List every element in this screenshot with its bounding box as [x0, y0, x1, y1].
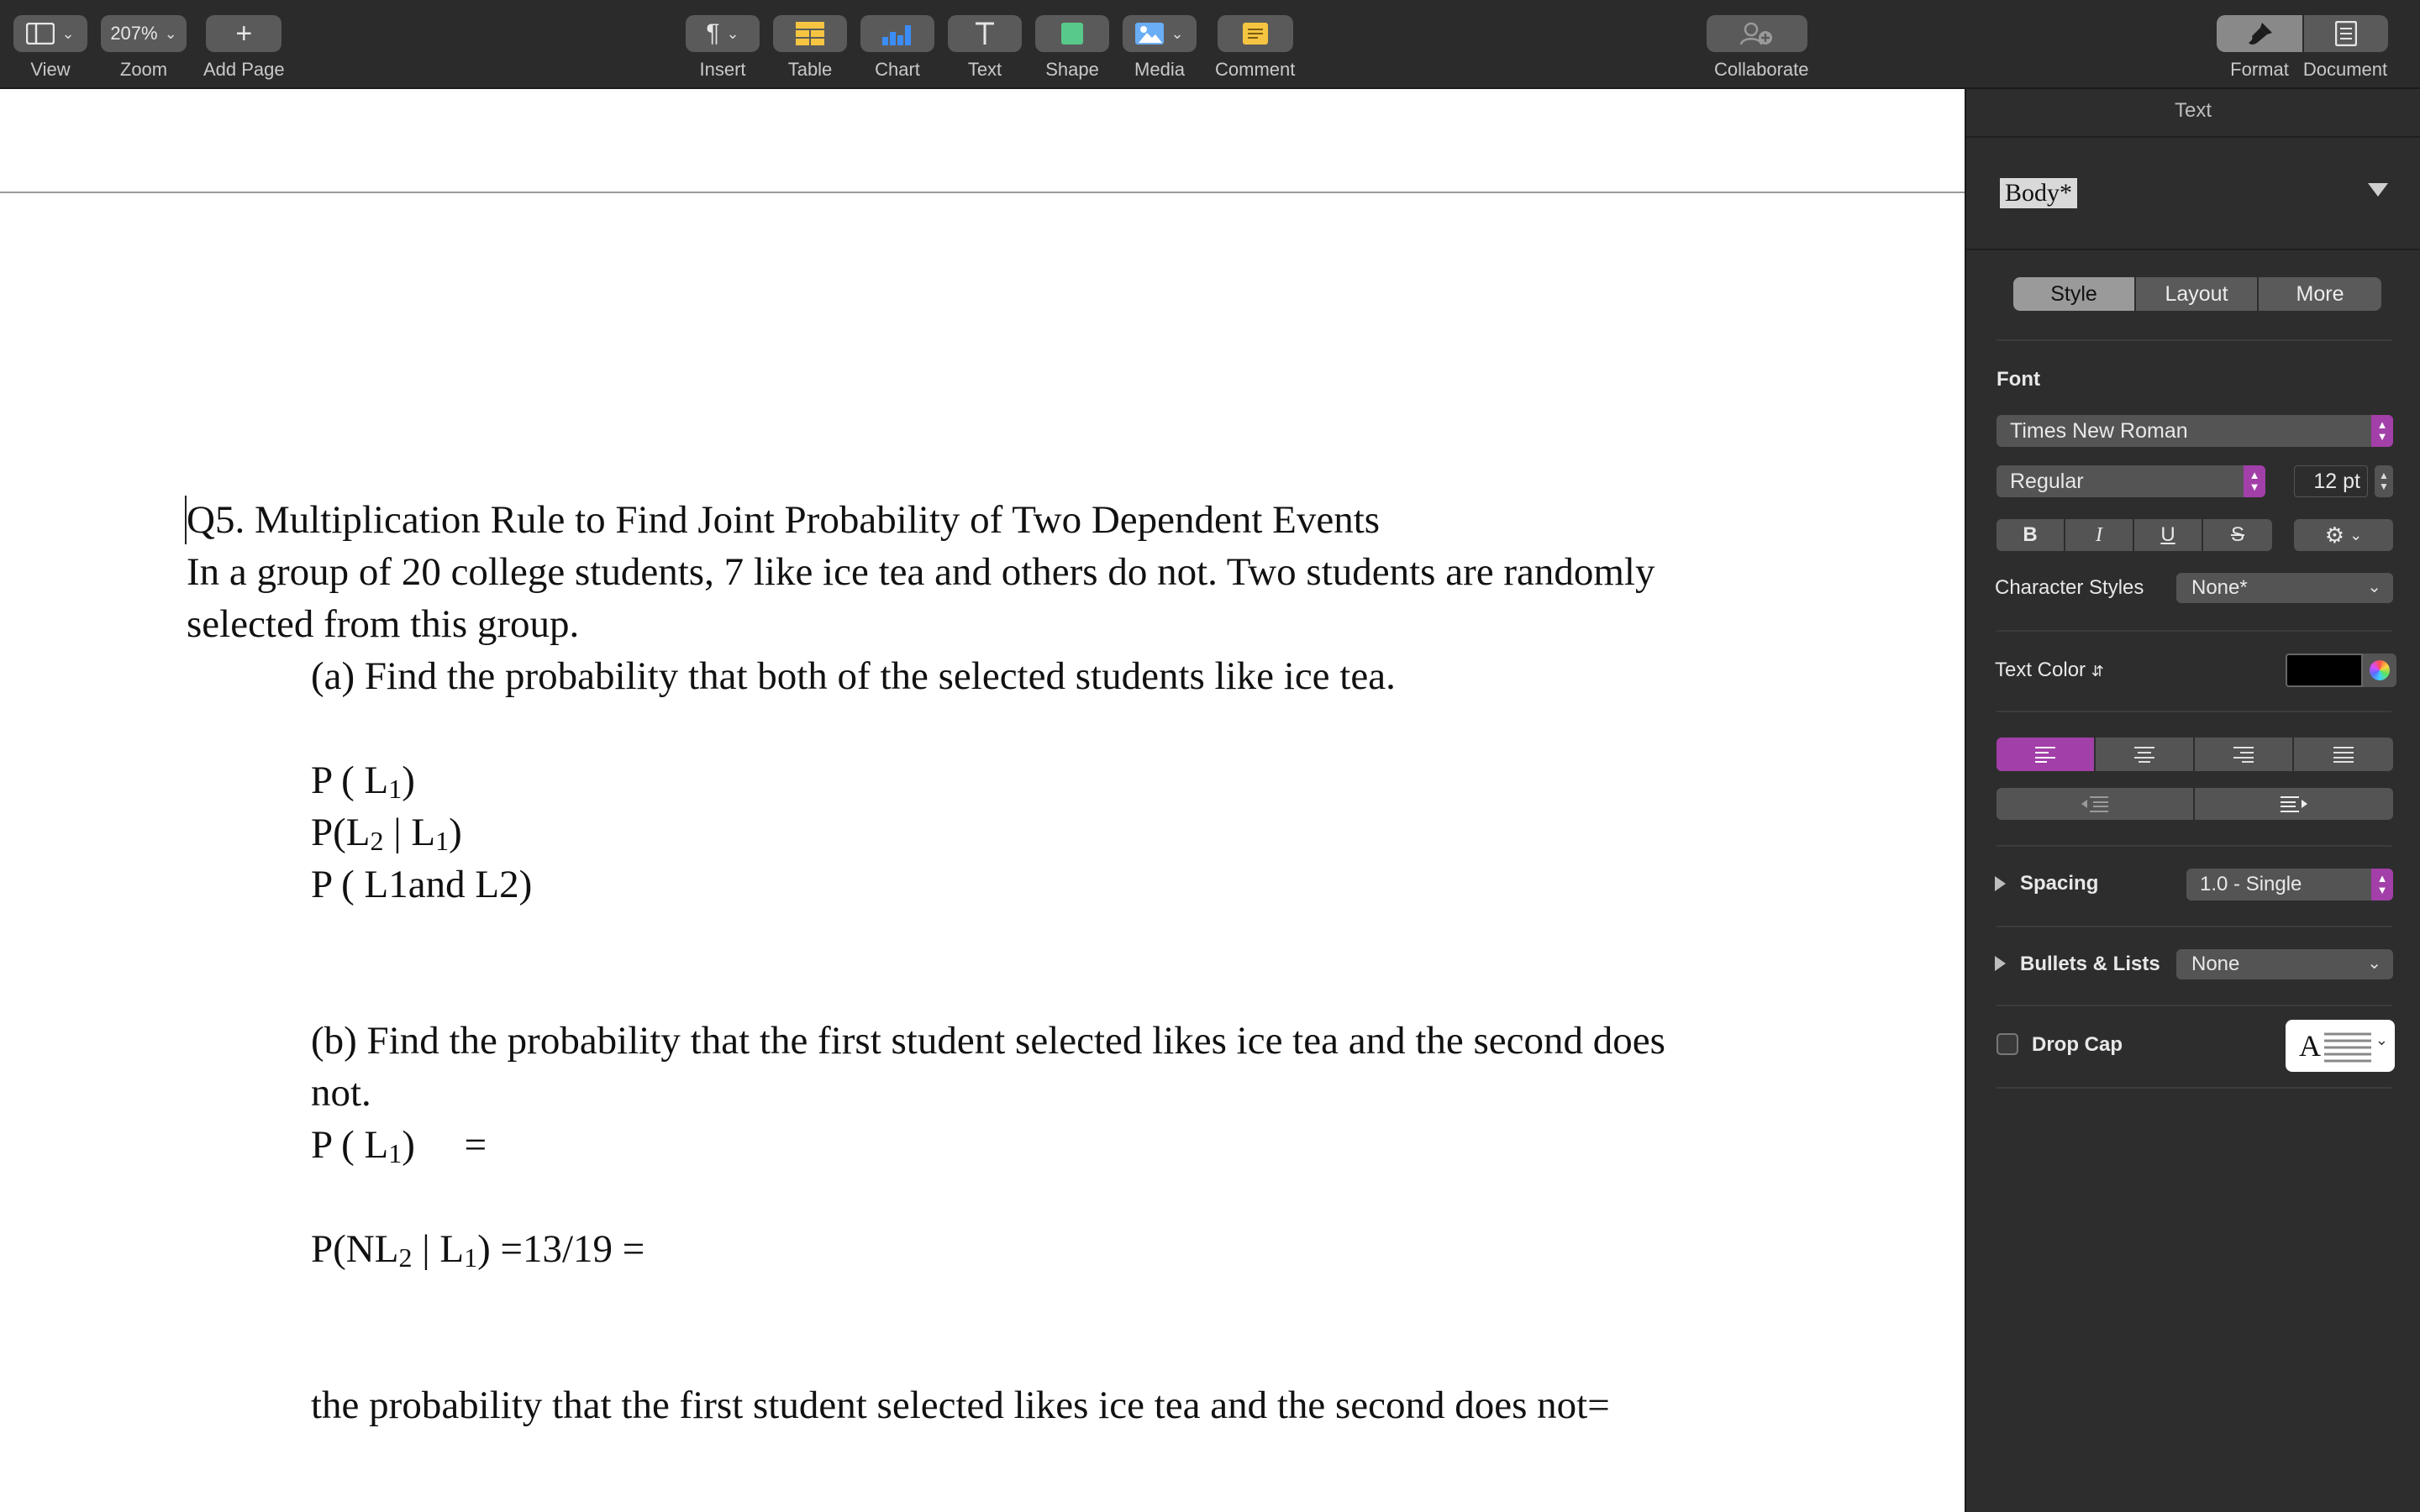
equation-text: P ( L	[311, 1123, 389, 1167]
comment-button[interactable]	[1218, 15, 1293, 52]
table-button[interactable]	[773, 15, 847, 52]
equation-text: )	[449, 811, 462, 854]
text-color-well[interactable]	[2286, 654, 2363, 687]
text-control[interactable]	[948, 15, 1022, 81]
plus-icon: +	[235, 17, 253, 50]
text-color-label-text: Text Color	[1995, 659, 2086, 681]
text-label: Text	[967, 59, 1002, 80]
bold-button[interactable]: B	[1996, 519, 2065, 551]
font-size-field[interactable]: 12 pt	[2294, 465, 2368, 497]
pilcrow-icon: ¶	[706, 19, 720, 47]
part-b-question-line-1[interactable]: (b) Find the probability that the first student selected likes ice tea and the second does	[311, 1019, 1665, 1063]
inspector-switch-labels	[2217, 59, 2388, 81]
divider	[1996, 845, 2391, 847]
sidebar-view-icon	[26, 23, 55, 45]
indent-icon	[2281, 795, 2307, 812]
tab-style[interactable]: Style	[2013, 277, 2136, 311]
divider	[1966, 136, 2420, 138]
question-title[interactable]: Q5. Multiplication Rule to Find Joint Probability of Two Dependent Events	[187, 498, 1381, 542]
drop-cap-preview-icon: A	[2299, 1029, 2321, 1063]
alignment-buttons	[1996, 738, 2393, 771]
bar-chart-icon	[882, 22, 913, 45]
up-down-chevron-icon: ⇵	[2091, 663, 2104, 680]
tab-layout[interactable]: Layout	[2136, 277, 2259, 311]
divider	[1996, 711, 2391, 712]
bullets-lists-label: Bullets & Lists	[2020, 953, 2160, 975]
text-lines-icon	[2324, 1029, 2371, 1063]
bullets-lists-value: None	[2191, 953, 2240, 975]
color-wheel-icon	[2370, 660, 2390, 680]
comment-control[interactable]	[1215, 15, 1295, 81]
part-a-question[interactable]: (a) Find the probability that both of the selected students like ice tea.	[311, 654, 1396, 698]
part-b-equation-1[interactable]	[311, 1119, 487, 1171]
equation-text: P ( L	[311, 759, 389, 802]
subscript: 1	[388, 1138, 402, 1168]
text-format-buttons	[1996, 519, 2272, 551]
character-styles-select[interactable]	[2176, 573, 2393, 603]
divider	[1996, 926, 2391, 927]
format-button[interactable]	[2217, 15, 2302, 52]
insert-button[interactable]	[686, 15, 760, 52]
underline-button[interactable]: U	[2134, 519, 2203, 551]
drop-cap-style-picker[interactable]	[2286, 1020, 2395, 1072]
chart-control[interactable]	[860, 15, 934, 81]
justify-button[interactable]	[2294, 738, 2393, 771]
equation-text: P(L	[311, 811, 371, 854]
chevron-down-icon: ⌄	[2367, 578, 2381, 596]
subscript: 2	[370, 826, 384, 856]
intro-line-2[interactable]: selected from this group.	[187, 602, 580, 646]
chevron-down-icon: ⌄	[1171, 24, 1184, 42]
align-center-button[interactable]	[2096, 738, 2195, 771]
page-boundary	[0, 192, 1965, 193]
font-family-value: Times New Roman	[2010, 418, 2188, 443]
spacing-select[interactable]	[2186, 869, 2393, 900]
inspector-switch	[2217, 15, 2388, 52]
square-shape-icon	[1061, 23, 1083, 45]
format-label: Format	[2230, 59, 2289, 80]
font-family-select[interactable]	[1996, 415, 2393, 447]
intro-line-1[interactable]: In a group of 20 college students, 7 like ice tea and others do not. Two students are randomly	[187, 550, 1655, 594]
shape-label: Shape	[1045, 59, 1099, 80]
chevron-down-icon: ⌄	[2349, 526, 2363, 543]
divider	[1966, 249, 2420, 250]
drop-cap-label: Drop Cap	[2032, 1033, 2123, 1056]
spacing-label: Spacing	[2020, 872, 2099, 895]
chevron-down-icon: ⌄	[2375, 1032, 2388, 1048]
insert-label: Insert	[699, 59, 746, 80]
character-styles-value: None*	[2191, 576, 2248, 599]
shape-button[interactable]	[1035, 15, 1109, 52]
decrease-indent-button[interactable]	[1996, 788, 2195, 820]
zoom-value: 207%	[110, 23, 158, 44]
color-picker-button[interactable]	[2363, 654, 2396, 687]
strikethrough-button[interactable]: S	[2203, 519, 2272, 551]
character-styles-label: Character Styles	[1995, 576, 2144, 599]
insert-control[interactable]	[686, 15, 760, 81]
up-down-chevron-icon: ▲ ▼	[2371, 869, 2393, 900]
paragraph-style-disclosure-icon[interactable]	[2368, 183, 2388, 197]
divider	[1996, 339, 2391, 341]
table-label: Table	[787, 59, 833, 80]
subscript: 1	[388, 774, 402, 804]
format-inspector	[1965, 89, 2420, 1512]
toolbar	[0, 0, 2420, 89]
align-left-icon	[2035, 746, 2055, 763]
divider	[1996, 630, 2391, 632]
chevron-down-icon: ⌄	[61, 24, 75, 42]
justify-icon	[2333, 746, 2354, 763]
add-page-label: Add Page	[203, 59, 285, 80]
align-center-icon	[2134, 746, 2154, 763]
shape-control[interactable]	[1035, 15, 1109, 81]
bullets-disclosure-icon[interactable]	[1995, 956, 2006, 971]
advanced-options	[2294, 519, 2393, 551]
zoom-control[interactable]	[101, 15, 187, 81]
tab-more[interactable]: More	[2259, 277, 2381, 311]
equation-text: ) =	[402, 1123, 487, 1167]
part-a-equation-3[interactable]: P ( L1and L2)	[311, 863, 533, 906]
font-typeface-select[interactable]	[1996, 465, 2265, 497]
comment-label: Comment	[1215, 59, 1296, 80]
chevron-down-icon: ⌄	[2367, 954, 2381, 973]
italic-button[interactable]: I	[2065, 519, 2134, 551]
equation-text: P(NL	[311, 1227, 399, 1271]
text-box-icon	[973, 21, 997, 46]
zoom-label: Zoom	[119, 59, 168, 80]
paragraph-style-name[interactable]: Body*	[2000, 178, 2077, 208]
add-page-button[interactable]	[206, 15, 281, 52]
collaborate-label: Collaborate	[1714, 59, 1809, 80]
divider	[1996, 1087, 2391, 1089]
text-button[interactable]	[948, 15, 1022, 52]
table-icon	[796, 22, 824, 45]
increase-indent-button[interactable]	[2195, 788, 2393, 820]
subscript: 1	[464, 1242, 478, 1273]
zoom-button[interactable]	[101, 15, 187, 52]
add-person-icon	[1740, 22, 1774, 45]
document-icon	[2335, 21, 2357, 46]
collaborate-button[interactable]	[1707, 15, 1807, 52]
collaborate-control[interactable]	[1706, 15, 1809, 81]
advanced-options-button[interactable]	[2294, 519, 2393, 551]
media-label: Media	[1134, 59, 1185, 80]
font-section-label: Font	[1996, 368, 2040, 391]
document-label: Document	[2302, 59, 2388, 80]
chevron-down-icon: ⌄	[726, 24, 739, 42]
photo-icon	[1135, 23, 1164, 45]
divider	[1996, 1005, 2391, 1006]
part-a-equation-1[interactable]	[311, 754, 415, 806]
part-b-equation-2[interactable]	[311, 1223, 644, 1275]
paintbrush-icon	[2245, 21, 2274, 46]
font-typeface-value: Regular	[2010, 469, 2084, 493]
inspector-tabs	[2013, 277, 2381, 311]
inspector-title: Text	[2174, 99, 2212, 122]
chart-button[interactable]	[860, 15, 934, 52]
add-page-control[interactable]	[203, 15, 285, 81]
spacing-value: 1.0 - Single	[2200, 873, 2302, 895]
align-right-button[interactable]	[2195, 738, 2294, 771]
subscript: 1	[435, 826, 450, 856]
outdent-icon	[2081, 795, 2108, 812]
drop-cap-checkbox[interactable]	[1996, 1033, 2018, 1055]
up-down-chevron-icon: ▲ ▼	[2244, 465, 2265, 497]
up-down-chevron-icon: ▲ ▼	[2371, 415, 2393, 447]
align-right-icon	[2233, 746, 2254, 763]
equation-text: | L	[412, 1227, 465, 1271]
font-size-stepper[interactable]: ▲ ▼	[2375, 465, 2393, 497]
indent-buttons	[1996, 788, 2393, 820]
view-button[interactable]	[13, 15, 87, 52]
media-button[interactable]	[1123, 15, 1197, 52]
media-control[interactable]	[1123, 15, 1197, 81]
chart-label: Chart	[875, 59, 920, 80]
part-b-question-line-2[interactable]: not.	[311, 1071, 371, 1115]
equation-text: | L	[383, 811, 436, 854]
document-canvas[interactable]	[0, 89, 1965, 1512]
gear-icon: ⚙	[2324, 522, 2345, 548]
equation-text: )	[402, 759, 415, 802]
view-control[interactable]	[13, 15, 87, 81]
bullets-lists-select[interactable]	[2176, 949, 2393, 979]
table-control[interactable]	[773, 15, 847, 81]
comment-note-icon	[1243, 23, 1268, 45]
document-button[interactable]	[2302, 15, 2388, 52]
chevron-down-icon: ⌄	[164, 24, 177, 42]
part-b-final-statement[interactable]: the probability that the first student selected likes ice tea and the second does not=	[311, 1383, 1610, 1427]
equation-text: ) =13/19 =	[477, 1227, 645, 1271]
spacing-disclosure-icon[interactable]	[1995, 876, 2006, 891]
part-a-equation-2[interactable]	[311, 806, 462, 858]
align-left-button[interactable]	[1996, 738, 2096, 771]
subscript: 2	[398, 1242, 413, 1273]
view-label: View	[30, 59, 71, 80]
text-color-label[interactable]	[1995, 659, 2104, 682]
